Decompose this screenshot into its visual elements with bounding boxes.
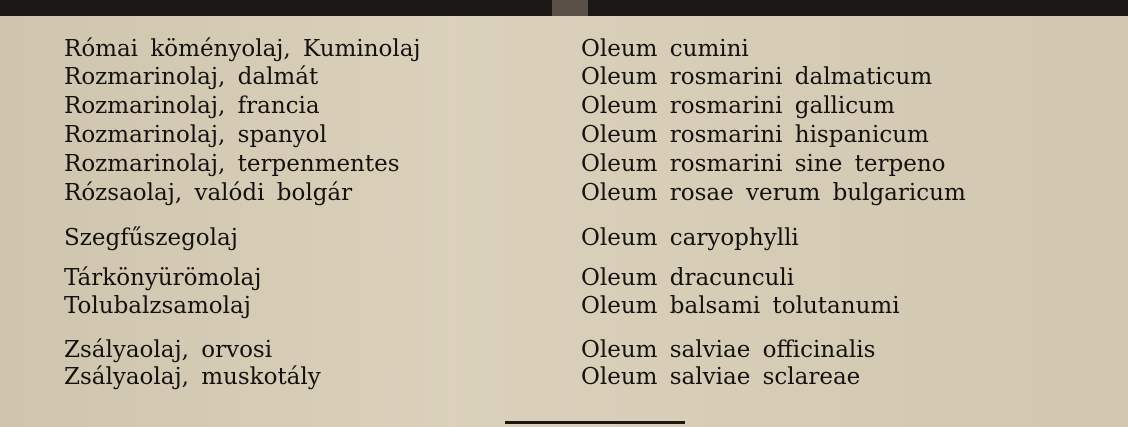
hungarian-name: Rozmarinolaj, terpenmentes xyxy=(64,151,400,177)
latin-name: Oleum salviae officinalis xyxy=(581,337,876,363)
latin-name: Oleum balsami tolutanumi xyxy=(581,293,900,319)
latin-name: Oleum caryophylli xyxy=(581,225,799,251)
hungarian-name: Római köményolaj, Kuminolaj xyxy=(64,36,421,62)
latin-name: Oleum rosmarini gallicum xyxy=(581,93,895,119)
hungarian-name: Szegfűszegolaj xyxy=(64,225,238,251)
hungarian-name: Rozmarinolaj, spanyol xyxy=(64,122,327,148)
latin-name: Oleum dracunculi xyxy=(581,265,795,291)
latin-name: Oleum salviae sclareae xyxy=(581,364,861,390)
hungarian-name: Zsályaolaj, orvosi xyxy=(64,337,273,363)
latin-name: Oleum rosmarini hispanicum xyxy=(581,122,929,148)
hungarian-name: Tolubalzsamolaj xyxy=(64,293,251,319)
latin-name: Oleum rosmarini sine terpeno xyxy=(581,151,946,177)
bottom-divider-rule xyxy=(505,421,685,424)
hungarian-name: Rozmarinolaj, dalmát xyxy=(64,64,319,90)
top-border-notch xyxy=(552,0,588,16)
latin-name: Oleum rosmarini dalmaticum xyxy=(581,64,933,90)
hungarian-name: Rozmarinolaj, francia xyxy=(64,93,320,119)
hungarian-name: Zsályaolaj, muskotály xyxy=(64,364,321,390)
hungarian-name: Rózsaolaj, valódi bolgár xyxy=(64,180,353,206)
hungarian-name: Tárkönyürömolaj xyxy=(64,265,262,291)
latin-name: Oleum rosae verum bulgaricum xyxy=(581,180,966,206)
latin-name: Oleum cumini xyxy=(581,36,749,62)
